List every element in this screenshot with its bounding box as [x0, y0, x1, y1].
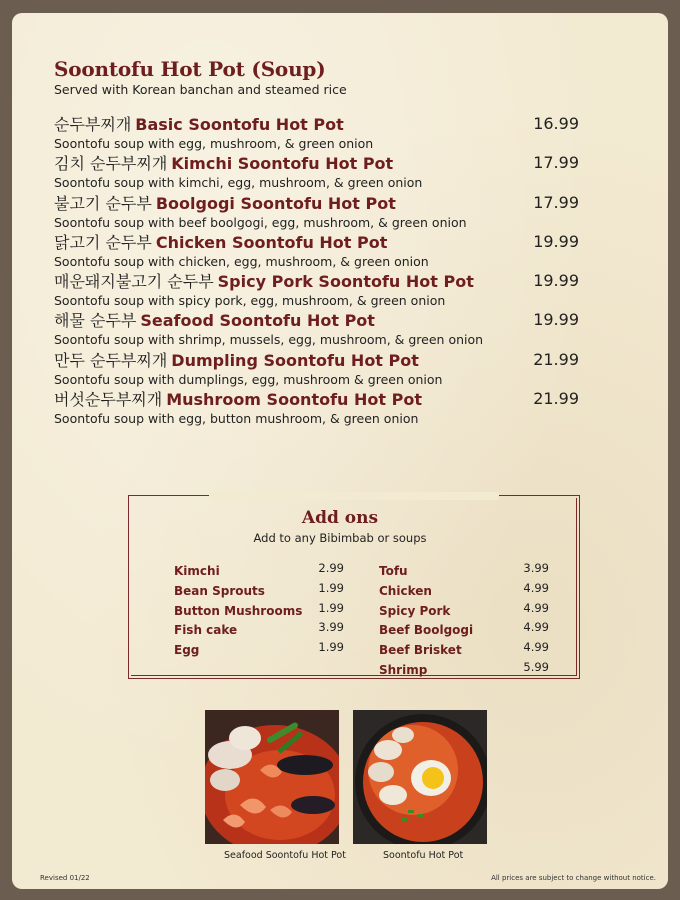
item-name: Seafood Soontofu Hot Pot: [140, 311, 375, 331]
addon-row: [379, 660, 549, 680]
item-price: 21.99: [533, 389, 579, 409]
addon-price: 4.99: [523, 600, 549, 615]
item-korean-name: 만두 순두부찌개: [54, 350, 168, 370]
item-price: 19.99: [533, 310, 579, 330]
addon-name: Shrimp: [379, 662, 428, 677]
addons-left-column: [174, 561, 344, 660]
menu-item: [54, 308, 594, 347]
addons-frame-gap: [209, 492, 499, 500]
section-subtitle: Served with Korean banchan and steamed rice: [54, 82, 347, 97]
item-korean-name: 해물 순두부: [54, 311, 137, 331]
menu-item: [54, 230, 594, 269]
item-name: Basic Soontofu Hot Pot: [135, 115, 344, 134]
addon-price: 1.99: [318, 580, 344, 595]
item-name: Mushroom Soontofu Hot Pot: [166, 390, 422, 410]
item-name: Chicken Soontofu Hot Pot: [155, 232, 388, 252]
addons-subtitle: Add to any Bibimbab or soups: [253, 531, 427, 545]
item-description: Soontofu soup with egg, button mushroom, & green onion: [54, 411, 419, 427]
addon-row: [174, 601, 344, 621]
addon-row: [174, 581, 344, 601]
item-korean-name: 매운돼지불고기 순두부: [54, 272, 214, 292]
addon-row: [174, 620, 344, 640]
addon-price: 4.99: [523, 620, 549, 635]
price-notice: All prices are subject to change without notice.: [491, 874, 656, 882]
addon-row: [379, 581, 549, 601]
addon-price: 4.99: [523, 580, 549, 595]
addon-price: 3.99: [318, 620, 344, 635]
addon-name: Button Mushrooms: [174, 603, 303, 618]
addons-title: Add ons: [301, 508, 379, 528]
addon-price: 3.99: [523, 561, 549, 575]
menu-item: [54, 348, 594, 387]
item-korean-name: 닭고기 순두부: [54, 232, 152, 252]
addon-name: Fish cake: [174, 623, 238, 638]
item-name: Spicy Pork Soontofu Hot Pot: [217, 272, 474, 292]
item-price: 16.99: [533, 114, 579, 133]
addon-row: [379, 561, 549, 581]
addon-row: [174, 640, 344, 660]
item-description: Soontofu soup with kimchi, egg, mushroom, & green onion: [54, 175, 423, 191]
addon-row: [174, 561, 344, 581]
addon-price: 1.99: [318, 600, 344, 615]
item-price: 19.99: [533, 271, 579, 291]
item-price: 17.99: [533, 192, 579, 212]
item-price: 17.99: [533, 153, 579, 173]
addon-name: Spicy Pork: [379, 603, 451, 618]
addon-name: Beef Boolgogi: [379, 623, 474, 638]
item-description: Soontofu soup with dumplings, egg, mushroom & green onion: [54, 371, 443, 387]
item-korean-name: 버섯순두부찌개: [54, 390, 163, 410]
menu-item: [54, 269, 594, 308]
addon-name: Chicken: [379, 583, 432, 598]
photo-caption: Seafood Soontofu Hot Pot: [224, 850, 346, 861]
section-title: Soontofu Hot Pot (Soup): [54, 57, 326, 81]
seafood-hot-pot-photo: [205, 710, 339, 844]
addon-price: 1.99: [318, 640, 344, 655]
item-korean-name: 김치 순두부찌개: [54, 154, 168, 174]
addon-row: [379, 620, 549, 640]
addon-name: Tofu: [379, 564, 408, 578]
menu-item: [54, 151, 594, 190]
item-korean-name: 불고기 순두부: [54, 193, 152, 213]
addon-name: Bean Sprouts: [174, 583, 265, 598]
item-name: Boolgogi Soontofu Hot Pot: [155, 193, 396, 213]
addon-name: Egg: [174, 643, 200, 658]
addon-row: [379, 601, 549, 621]
item-description: Soontofu soup with egg, mushroom, & green onion: [54, 136, 374, 151]
soontofu-hot-pot-photo: [353, 710, 487, 844]
addon-price: 4.99: [523, 640, 549, 655]
item-price: 21.99: [533, 349, 579, 369]
item-description: Soontofu soup with spicy pork, egg, mushroom, & green onion: [54, 293, 446, 309]
menu-list: [54, 112, 594, 426]
addon-price: 2.99: [318, 561, 344, 575]
revised-date: Revised 01/22: [40, 874, 90, 882]
item-price: 19.99: [533, 231, 579, 251]
photo-caption: Soontofu Hot Pot: [383, 850, 464, 861]
item-description: Soontofu soup with shrimp, mussels, egg, mushroom, & green onion: [54, 332, 484, 348]
item-description: Soontofu soup with chicken, egg, mushroom, & green onion: [54, 253, 429, 269]
menu-item: [54, 112, 594, 151]
addon-price: 5.99: [523, 659, 549, 674]
menu-item: [54, 387, 594, 426]
addons-right-column: [379, 561, 549, 680]
item-name: Kimchi Soontofu Hot Pot: [171, 154, 394, 174]
item-korean-name: 순두부찌개: [54, 115, 132, 134]
menu-page: [12, 13, 668, 889]
addon-name: Beef Brisket: [379, 643, 462, 658]
item-description: Soontofu soup with beef boolgogi, egg, mushroom, & green onion: [54, 214, 467, 230]
addon-row: [379, 640, 549, 660]
menu-item: [54, 191, 594, 230]
addon-name: Kimchi: [174, 564, 220, 578]
item-name: Dumpling Soontofu Hot Pot: [171, 350, 419, 370]
